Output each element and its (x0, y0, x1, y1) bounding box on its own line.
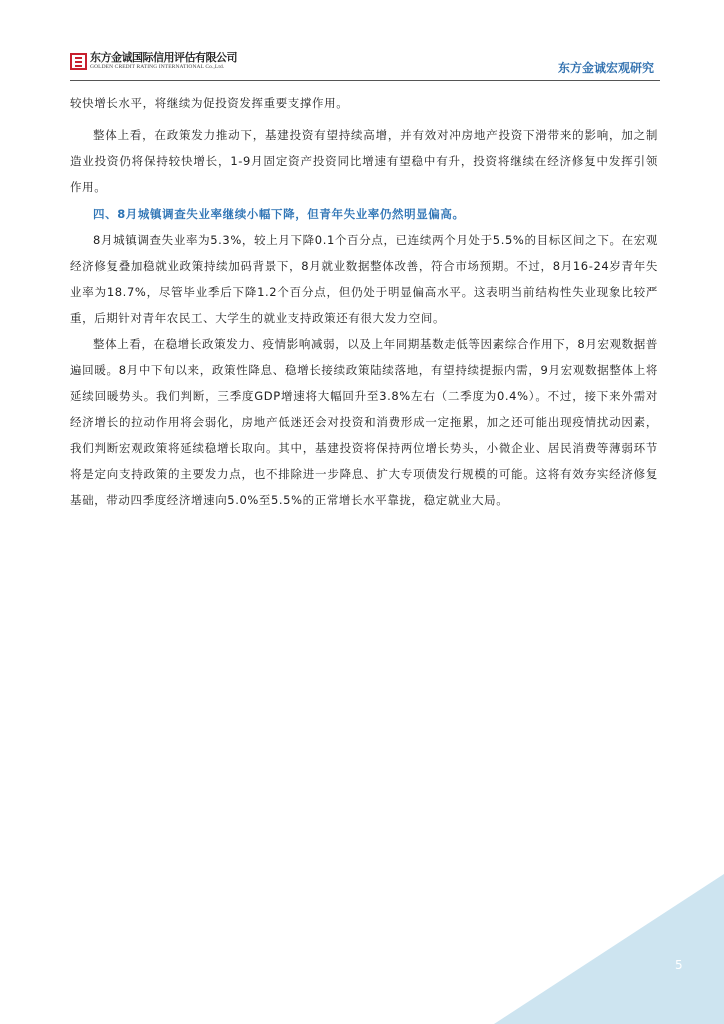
company-name-en: GOLDEN CREDIT RATING INTERNATIONAL Co.,Ltd. (90, 64, 225, 70)
section-heading-unemployment: 四、8月城镇调查失业率继续小幅下降，但青年失业率仍然明显偏高。 (93, 207, 465, 221)
paragraph-outlook: 整体上看，在稳增长政策发力、疫情影响减弱，以及上年同期基数走低等因素综合作用下，8月宏观数据普遍回暖。8月中下旬以来，政策性降息、稳增长接续政策陆续落地，有望持续提振内需，9月宏观数据整体上将延续回暖势头。我们判断，三季度GDP增速将大幅回升至3.8%左右（二季度为0.4%）。不过，接下来外需对经济增长的拉动作用将会弱化，房地产低迷还会对投资和消费形成一定拖累，加之还可能出现疫情扰动因素，我们判断宏观政策将延续稳增长取向。其中，基建投资将保持两位增长势头，小微企业、居民消费等薄弱环节将是定向支持政策的主要发力点，也不排除进一步降息、扩大专项债发行规模的可能。这将有效夯实经济修复基础，带动四季度经济增速向5.0%至5.5%的正常增长水平靠拢，稳定就业大局。 (70, 337, 658, 507)
report-series-title: 东方金诚宏观研究 (557, 61, 654, 75)
decorative-corner-triangle (494, 874, 724, 1024)
page-number: 5 (675, 958, 683, 972)
company-logo (70, 52, 237, 71)
paragraph-continued: 较快增长水平，将继续为促投资发挥重要支撑作用。 (70, 96, 349, 110)
company-name-cn: 东方金诚国际信用评估有限公司 (90, 51, 237, 64)
paragraph-unemployment: 8月城镇调查失业率为5.3%，较上月下降0.1个百分点，已连续两个月处于5.5%的目标区间之下。在宏观经济修复叠加稳就业政策持续加码背景下，8月就业数据整体改善，符合市场预期。不过，8月16-24岁青年失业率为18.7%，尽管毕业季后下降1.2个百分点，但仍处于明显偏高水平。这表明当前结构性失业现象比较严重，后期针对青年农民工、大学生的就业支持政策还有很大发力空间。 (70, 233, 658, 325)
paragraph-investment-summary: 整体上看，在政策发力推动下，基建投资有望持续高增，并有效对冲房地产投资下滑带来的影响，加之制造业投资仍将保持较快增长，1-9月固定资产投资同比增速有望稳中有升，投资将继续在经济修复中发挥引领作用。 (70, 128, 658, 194)
page-header (70, 50, 660, 81)
company-name-block (90, 52, 237, 71)
company-logo-icon (70, 53, 87, 70)
document-body (70, 90, 658, 513)
